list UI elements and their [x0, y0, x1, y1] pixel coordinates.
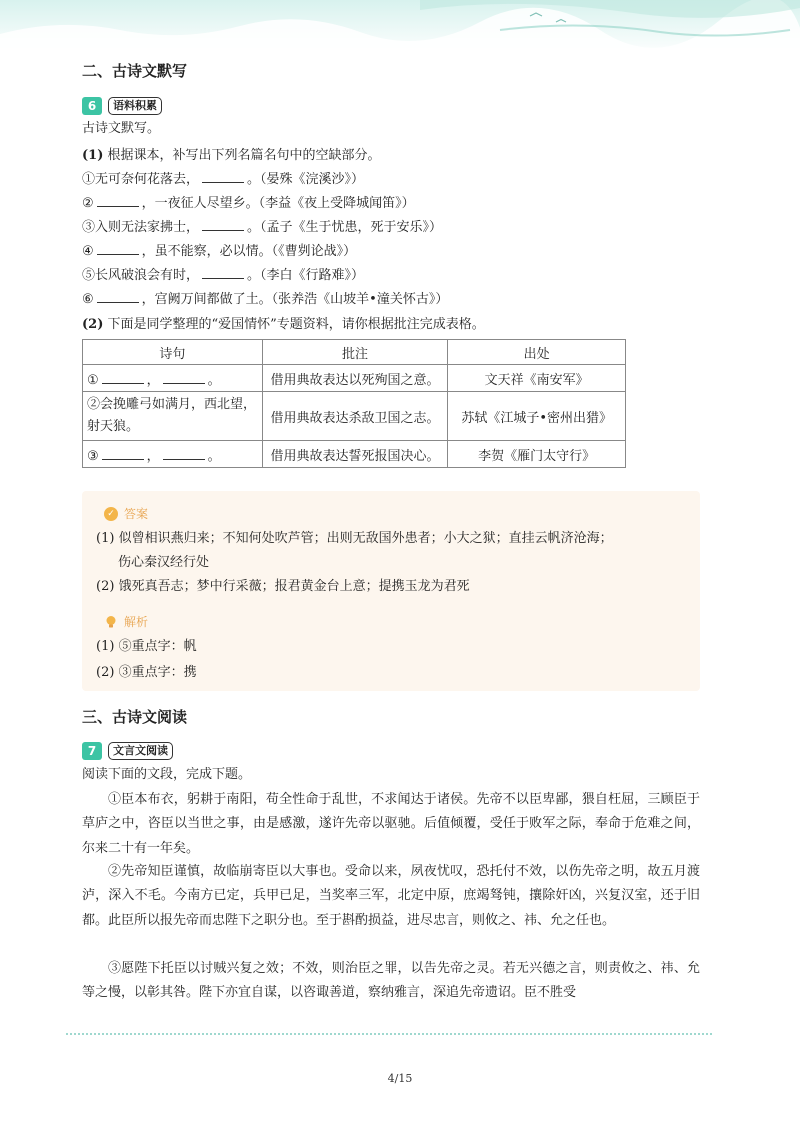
table-cell-source: 李贺《雁门太守行》 — [448, 441, 626, 468]
cell-text: 。 — [207, 448, 221, 464]
answer-blank[interactable] — [163, 448, 205, 460]
analysis-text: ⑤重点字：帆 — [118, 639, 197, 654]
item-prefix: ② — [82, 196, 94, 211]
poem-table — [82, 339, 626, 468]
part-1-prompt — [82, 147, 381, 165]
item-suffix: ，宫阙万间都做了土。（张养浩《山坡羊•潼关怀古》） — [141, 292, 449, 307]
answer-label-text: 答案 — [124, 507, 149, 521]
table-row — [83, 392, 626, 441]
question-intro: 阅读下面的文段，完成下题。 — [82, 767, 252, 782]
analysis-label — [104, 613, 148, 630]
answer-text: 似曾相识燕归来；不知何处吹芦管；出则无敌国外患者；小大之狱；直挂云帆济沧海； — [118, 531, 613, 546]
item-prefix: ⑤长风破浪会有时， — [82, 268, 200, 283]
question-tag: 语料积累 — [108, 97, 162, 115]
fill-item — [82, 291, 448, 309]
table-header: 出处 — [448, 340, 626, 365]
analysis-line — [96, 664, 197, 682]
analysis-part-label: (2) — [96, 665, 115, 680]
section-title: 三、古诗文阅读 — [82, 708, 188, 726]
answer-blank[interactable] — [163, 372, 205, 384]
analysis-text: ③重点字：携 — [118, 665, 197, 680]
answer-text: 饿死真吾志；梦中行采薇；报君黄金台上意；提携玉龙为君死 — [118, 579, 470, 594]
section-title: 二、古诗文默写 — [82, 62, 188, 80]
item-prefix: ①无可奈何花落去， — [82, 172, 200, 187]
answer-blank[interactable] — [97, 195, 139, 207]
question-number: 7 — [82, 742, 102, 760]
header-decoration — [0, 0, 800, 56]
table-cell-poem: ②会挽雕弓如满月，西北望，射天狼。 — [83, 392, 263, 441]
footer-divider — [66, 1033, 712, 1035]
table-header-row — [83, 340, 626, 365]
table-cell-note: 借用典故表达杀敌卫国之志。 — [262, 392, 448, 441]
cell-text: ③ — [87, 448, 99, 464]
item-suffix: ，一夜征人尽望乡。（李益《夜上受降城闻笛》） — [141, 196, 415, 211]
analysis-line — [96, 638, 197, 656]
cell-text: ① — [87, 372, 99, 388]
answer-line — [96, 578, 470, 596]
answer-blank[interactable] — [202, 219, 244, 231]
answer-blank[interactable] — [202, 267, 244, 279]
question-tag: 文言文阅读 — [108, 742, 173, 760]
table-header: 批注 — [262, 340, 448, 365]
answer-line — [96, 530, 613, 548]
table-row — [83, 441, 626, 468]
part-2-prompt — [82, 316, 485, 334]
part-text: 下面是同学整理的“爱国情怀”专题资料，请你根据批注完成表格。 — [107, 317, 485, 332]
table-cell-poem — [83, 441, 263, 468]
table-row — [83, 365, 626, 392]
answer-blank[interactable] — [97, 291, 139, 303]
answer-part-label: (2) — [96, 579, 115, 594]
analysis-label-text: 解析 — [124, 615, 149, 629]
table-cell-source: 文天祥《南安军》 — [448, 365, 626, 392]
answer-blank[interactable] — [202, 171, 244, 183]
cell-text: ， — [146, 448, 160, 464]
fill-item — [82, 219, 442, 237]
item-suffix: 。（李白《行路难》） — [247, 268, 365, 283]
item-suffix: 。（晏殊《浣溪沙》） — [247, 172, 365, 187]
item-prefix: ⑥ — [82, 292, 94, 307]
answer-blank[interactable] — [102, 448, 144, 460]
part-text: 根据课本，补写出下列名篇名句中的空缺部分。 — [107, 148, 381, 163]
answer-label — [104, 505, 148, 522]
question-header — [82, 97, 162, 115]
question-header — [82, 742, 173, 760]
question-number: 6 — [82, 97, 102, 115]
item-suffix: ，虽不能察，必以情。（《曹刿论战》） — [141, 244, 357, 259]
table-cell-source: 苏轼《江城子•密州出猎》 — [448, 392, 626, 441]
part-label: (2) — [82, 317, 104, 332]
analysis-part-label: (1) — [96, 639, 115, 654]
table-cell-note: 借用典故表达誓死报国决心。 — [262, 441, 448, 468]
part-label: (1) — [82, 148, 104, 163]
fill-item — [82, 243, 356, 261]
answer-blank[interactable] — [102, 372, 144, 384]
question-intro: 古诗文默写。 — [82, 121, 161, 136]
answer-blank[interactable] — [97, 243, 139, 255]
fill-item — [82, 267, 364, 285]
fill-item — [82, 171, 364, 189]
table-cell-poem — [83, 365, 263, 392]
answer-part-label: (1) — [96, 531, 115, 546]
item-suffix: 。（孟子《生于忧患，死于安乐》） — [247, 220, 443, 235]
cell-text: ， — [146, 372, 160, 388]
page-number: 4/15 — [387, 1072, 413, 1085]
cell-text: 。 — [207, 372, 221, 388]
answer-line: 伤心秦汉经行处 — [118, 555, 210, 570]
reading-paragraph: ②先帝知臣谨慎，故临崩寄臣以大事也。受命以来，夙夜忧叹，恐托付不效，以伤先帝之明，故五月渡泸，深入不毛。今南方已定，兵甲已足，当奖率三军，北定中原，庶竭驽钝，攘除奸凶，兴复汉室，还于旧都。此臣所以报先帝而忠陛下之职分也。至于斟酌损益，进尽忠言，则攸之、祎、允之任也。 — [82, 864, 700, 928]
reading-paragraph: ①臣本布衣，躬耕于南阳，苟全性命于乱世，不求闻达于诸侯。先帝不以臣卑鄙，猥自枉屈，三顾臣于草庐之中，咨臣以当世之事，由是感激，遂许先帝以驱驰。后值倾覆，受任于败军之际，奉命于危难之间，尔来二十有一年矣。 — [82, 792, 700, 856]
table-header: 诗句 — [83, 340, 263, 365]
reading-paragraph: ③愿陛下托臣以讨贼兴复之效；不效，则治臣之罪，以告先帝之灵。若无兴德之言，则责攸之、祎、允等之慢，以彰其咎。陛下亦宜自谋，以咨诹善道，察纳雅言，深追先帝遗诏。臣不胜受 — [82, 961, 700, 1001]
item-prefix: ③入则无法家拂士， — [82, 220, 200, 235]
item-prefix: ④ — [82, 244, 94, 259]
table-cell-note: 借用典故表达以死殉国之意。 — [262, 365, 448, 392]
fill-item — [82, 195, 415, 213]
lightbulb-icon — [104, 615, 118, 629]
check-icon: ✓ — [104, 507, 118, 521]
